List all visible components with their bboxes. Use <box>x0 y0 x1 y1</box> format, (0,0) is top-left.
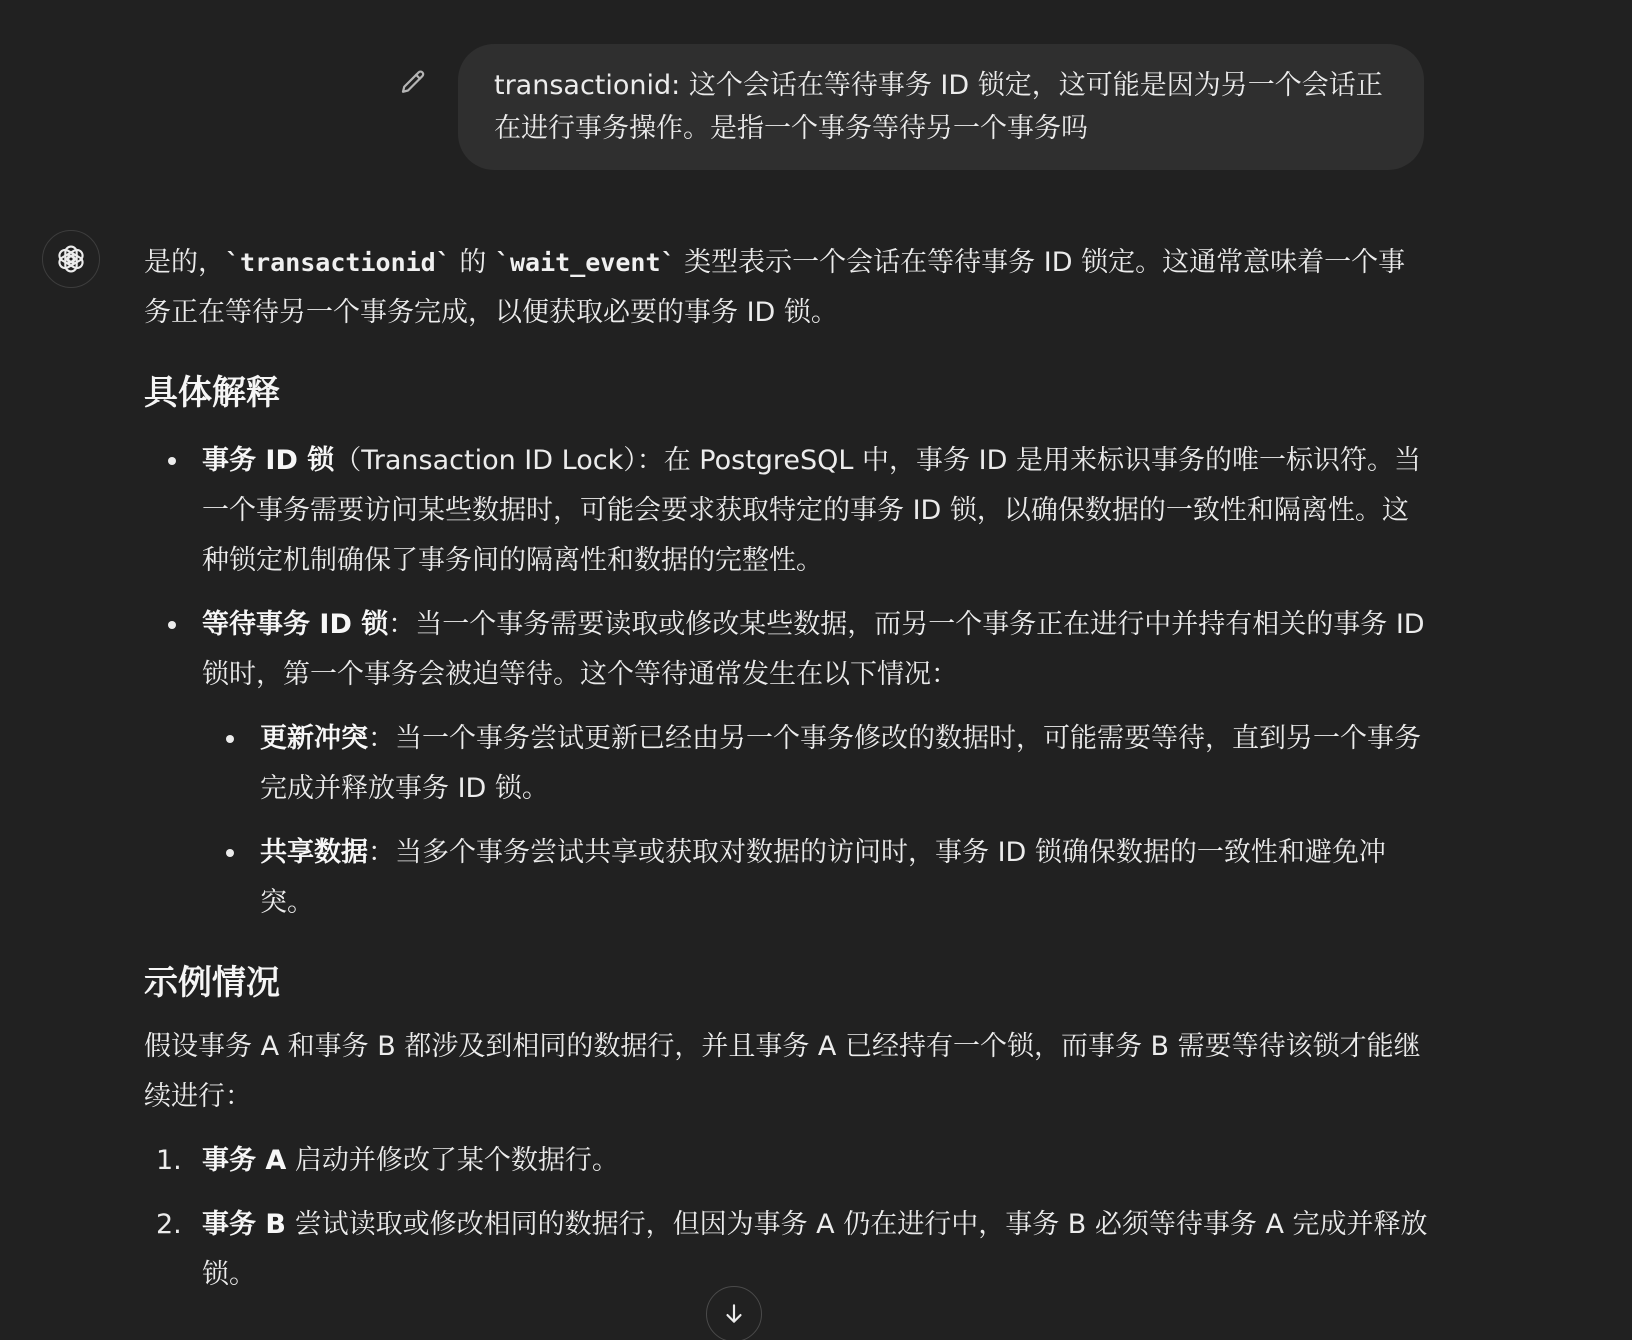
list-item <box>202 600 1430 928</box>
list-item-text: （Transaction ID Lock）：在 PostgreSQL 中，事务 ID 是用来标识事务的唯一标识符。当一个事务需要访问某些数据时，可能会要求获取特定的事务 ID 锁，以确保数据的一致性和隔离性。这种锁定机制确保了事务间的隔离性和数据的完整性。 <box>202 445 1421 576</box>
step-item <box>156 1200 1430 1300</box>
inline-code-wait-event: `wait_event` <box>494 248 676 277</box>
nested-list <box>202 714 1430 928</box>
section-heading-explanation: 具体解释 <box>144 373 280 413</box>
openai-logo-icon <box>42 230 100 288</box>
nested-item-bold: 更新冲突 <box>260 723 368 754</box>
list-item-bold: 等待事务 ID 锁 <box>202 609 389 640</box>
assistant-message <box>144 238 1430 1314</box>
section-heading-example: 示例情况 <box>144 963 280 1003</box>
user-message-bubble: transactionid: 这个会话在等待事务 ID 锁定，这可能是因为另一个会话正在进行事务操作。是指一个事务等待另一个事务吗 <box>458 44 1424 170</box>
step-number: 1. <box>156 1145 182 1176</box>
intro-text-2: 的 <box>450 247 495 278</box>
pencil-icon[interactable] <box>398 68 428 98</box>
nested-list-item <box>260 714 1430 814</box>
step-bold: 事务 A <box>202 1145 287 1176</box>
intro-paragraph <box>144 238 1430 338</box>
scroll-to-bottom-button[interactable] <box>706 1286 762 1340</box>
nested-item-text: ：当多个事务尝试共享或获取对数据的访问时，事务 ID 锁确保数据的一致性和避免冲突。 <box>260 837 1386 918</box>
step-bold: 事务 B <box>202 1209 286 1240</box>
list-item <box>202 436 1430 586</box>
example-steps-list <box>144 1136 1430 1300</box>
intro-text-1: 是的， <box>144 247 225 278</box>
nested-list-item <box>260 828 1430 928</box>
step-text: 启动并修改了某个数据行。 <box>286 1145 619 1176</box>
step-text: 尝试读取或修改相同的数据行，但因为事务 A 仍在进行中，事务 B 必须等待事务 A 完成并释放锁。 <box>202 1209 1428 1290</box>
list-item-bold: 事务 ID 锁 <box>202 445 335 476</box>
intro-text-3: 类型表示一个会话在等待事务 ID 锁定。这通常意味着一个事务正在等待另一个事务完成，以便获取必要的事务 ID 锁。 <box>144 247 1406 328</box>
arrow-down-icon <box>721 1301 747 1327</box>
nested-item-bold: 共享数据 <box>260 837 368 868</box>
explanation-list <box>144 436 1430 928</box>
inline-code-transactionid: `transactionid` <box>225 248 451 277</box>
step-number: 2. <box>156 1209 182 1240</box>
nested-item-text: ：当一个事务尝试更新已经由另一个事务修改的数据时，可能需要等待，直到另一个事务完成并释放事务 ID 锁。 <box>260 723 1421 804</box>
step-item <box>156 1136 1430 1186</box>
example-intro-paragraph: 假设事务 A 和事务 B 都涉及到相同的数据行，并且事务 A 已经持有一个锁，而事务 B 需要等待该锁才能继续进行： <box>144 1031 1421 1112</box>
list-item-text: ：当一个事务需要读取或修改某些数据，而另一个事务正在进行中并持有相关的事务 ID 锁时，第一个事务会被迫等待。这个等待通常发生在以下情况： <box>202 609 1425 690</box>
